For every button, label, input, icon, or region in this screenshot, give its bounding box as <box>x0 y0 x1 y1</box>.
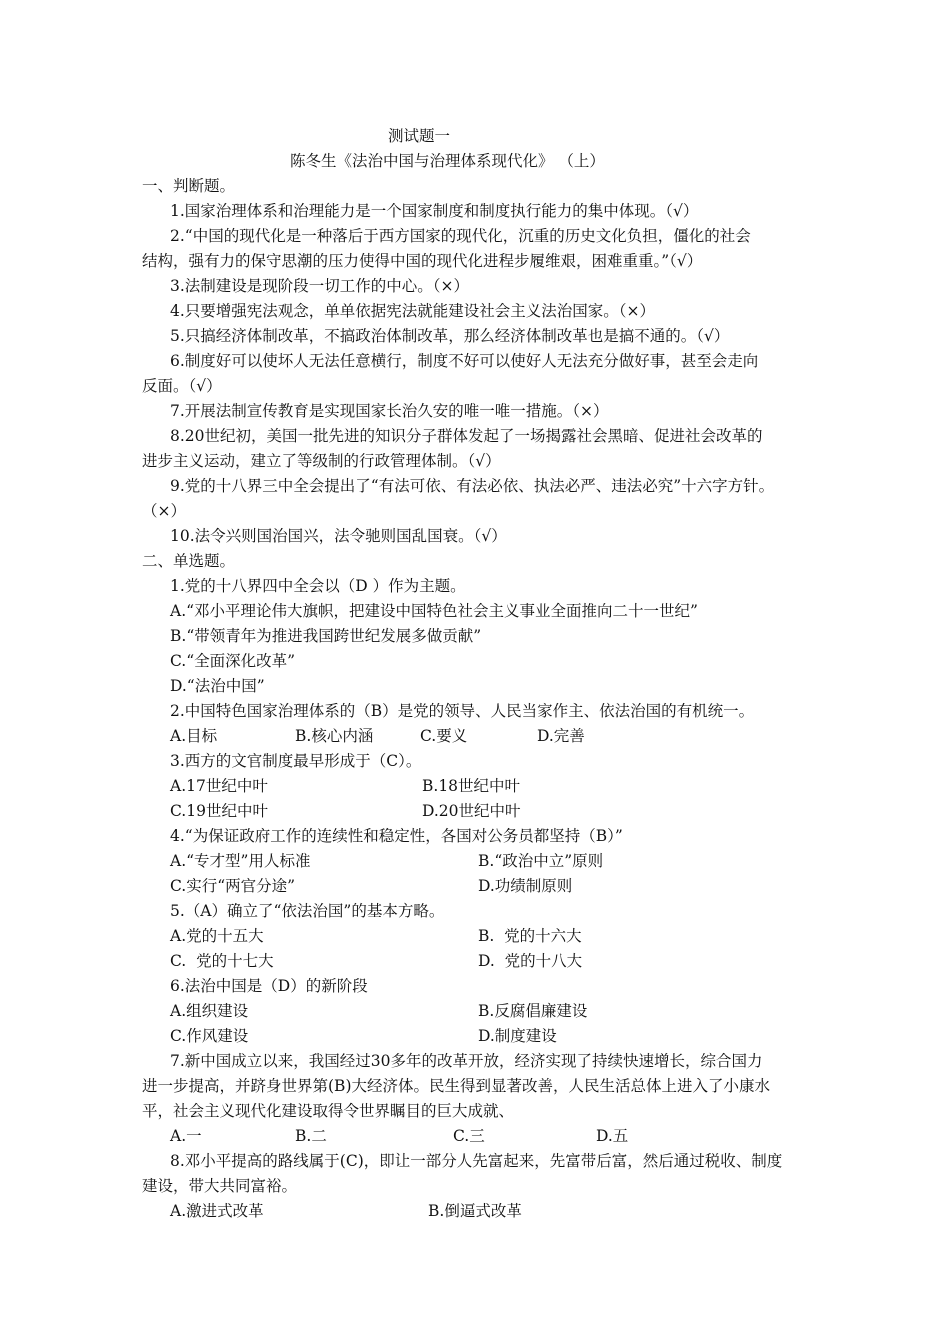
option: A.“专才型”用人标准 <box>170 852 311 870</box>
judgement-item: 5.只搞经济体制改革，不搞政治体制改革，那么经济体制改革也是搞不通的。（√） <box>170 327 730 345</box>
option: C.实行“两官分途” <box>170 877 296 895</box>
option: C.三 <box>453 1127 485 1145</box>
judgement-item: 7.开展法制宣传教育是实现国家长治久安的唯一唯一措施。（×） <box>170 402 609 420</box>
option: D.功绩制原则 <box>478 877 573 895</box>
question: 6.法治中国是（D）的新阶段 <box>170 977 368 995</box>
option: B.18世纪中叶 <box>422 777 521 795</box>
judgement-item: 1.国家治理体系和治理能力是一个国家制度和制度执行能力的集中体现。（√） <box>170 202 699 220</box>
option: D.“法治中国” <box>170 677 265 695</box>
option: A.一 <box>170 1127 202 1145</box>
option: B.“带领青年为推进我国跨世纪发展多做贡献” <box>170 627 482 645</box>
question: 3.西方的文官制度最早形成于（C）。 <box>170 752 422 770</box>
option: C.作风建设 <box>170 1027 249 1045</box>
option: A.“邓小平理论伟大旗帜，把建设中国特色社会主义事业全面推向二十一世纪” <box>170 602 698 620</box>
option: B.二 <box>295 1127 327 1145</box>
option: B.核心内涵 <box>295 727 374 745</box>
option: D.完善 <box>537 727 585 745</box>
judgement-item-cont: 结构，强有力的保守思潮的压力使得中国的现代化进程步履维艰，困难重重。”（√） <box>142 252 703 270</box>
section-heading-judgement: 一、判断题。 <box>142 177 236 195</box>
question-cont: 进一步提高，并跻身世界第(B)大经济体。民生得到显著改善，人民生活总体上进入了小康水 <box>142 1077 770 1095</box>
question-cont: 平，社会主义现代化建设取得令世界瞩目的巨大成就、 <box>142 1102 515 1120</box>
option: D.五 <box>596 1127 629 1145</box>
option: C.19世纪中叶 <box>170 802 268 820</box>
judgement-item-cont: 反面。（√） <box>142 377 222 395</box>
question: 1.党的十八界四中全会以（D ）作为主题。 <box>170 577 466 595</box>
option: C.要义 <box>420 727 468 745</box>
option: D.制度建设 <box>478 1027 557 1045</box>
option: B.倒逼式改革 <box>428 1202 522 1220</box>
option: A.党的十五大 <box>170 927 264 945</box>
judgement-item: 10.法令兴则国治国兴，法令驰则国乱国衰。（√） <box>170 527 507 545</box>
question: 8.邓小平提高的路线属于(C)，即让一部分人先富起来，先富带后富，然后通过税收、制度 <box>170 1152 783 1170</box>
judgement-item: 3.法制建设是现阶段一切工作的中心。（×） <box>170 277 470 295</box>
option: A.17世纪中叶 <box>170 777 268 795</box>
question: 4.“为保证政府工作的连续性和稳定性，各国对公务员都坚持（B）” <box>170 827 623 845</box>
option: B.“政治中立”原则 <box>478 852 604 870</box>
option: C.“全面深化改革” <box>170 652 296 670</box>
question-cont: 建设，带大共同富裕。 <box>142 1177 298 1195</box>
section-heading-single-choice: 二、单选题。 <box>142 552 236 570</box>
option: A.组织建设 <box>170 1002 249 1020</box>
option: C. 党的十七大 <box>170 952 274 970</box>
question: 2.中国特色国家治理体系的（B）是党的领导、人民当家作主、依法治国的有机统一。 <box>170 702 755 720</box>
option: B.反腐倡廉建设 <box>478 1002 588 1020</box>
judgement-item: 4.只要增强宪法观念，单单依据宪法就能建设社会主义法治国家。（×） <box>170 302 656 320</box>
option: A.目标 <box>170 727 218 745</box>
option: D.20世纪中叶 <box>422 802 521 820</box>
question: 7.新中国成立以来，我国经过30多年的改革开放，经济实现了持续快速增长，综合国力 <box>170 1052 763 1070</box>
judgement-item: 6.制度好可以使坏人无法任意横行，制度不好可以使好人无法充分做好事，甚至会走向 <box>170 352 759 370</box>
judgement-item-cont: 进步主义运动，建立了等级制的行政管理体制。（√） <box>142 452 501 470</box>
judgement-item: 9.党的十八界三中全会提出了“有法可依、有法必依、执法必严、违法必究”十六字方针。 <box>170 477 775 495</box>
doc-title: 测试题一 <box>388 127 451 145</box>
option: A.激进式改革 <box>170 1202 264 1220</box>
judgement-item: 2.“中国的现代化是一种落后于西方国家的现代化，沉重的历史文化负担，僵化的社会 <box>170 227 751 245</box>
judgement-item-cont: （×） <box>142 502 186 520</box>
option: D. 党的十八大 <box>478 952 583 970</box>
judgement-item: 8.20世纪初，美国一批先进的知识分子群体发起了一场揭露社会黑暗、促进社会改革的 <box>170 427 763 445</box>
option: B. 党的十六大 <box>478 927 582 945</box>
doc-subtitle: 陈冬生《法治中国与治理体系现代化》 （上） <box>290 152 605 170</box>
question: 5.（A）确立了“依法治国”的基本方略。 <box>170 902 445 920</box>
